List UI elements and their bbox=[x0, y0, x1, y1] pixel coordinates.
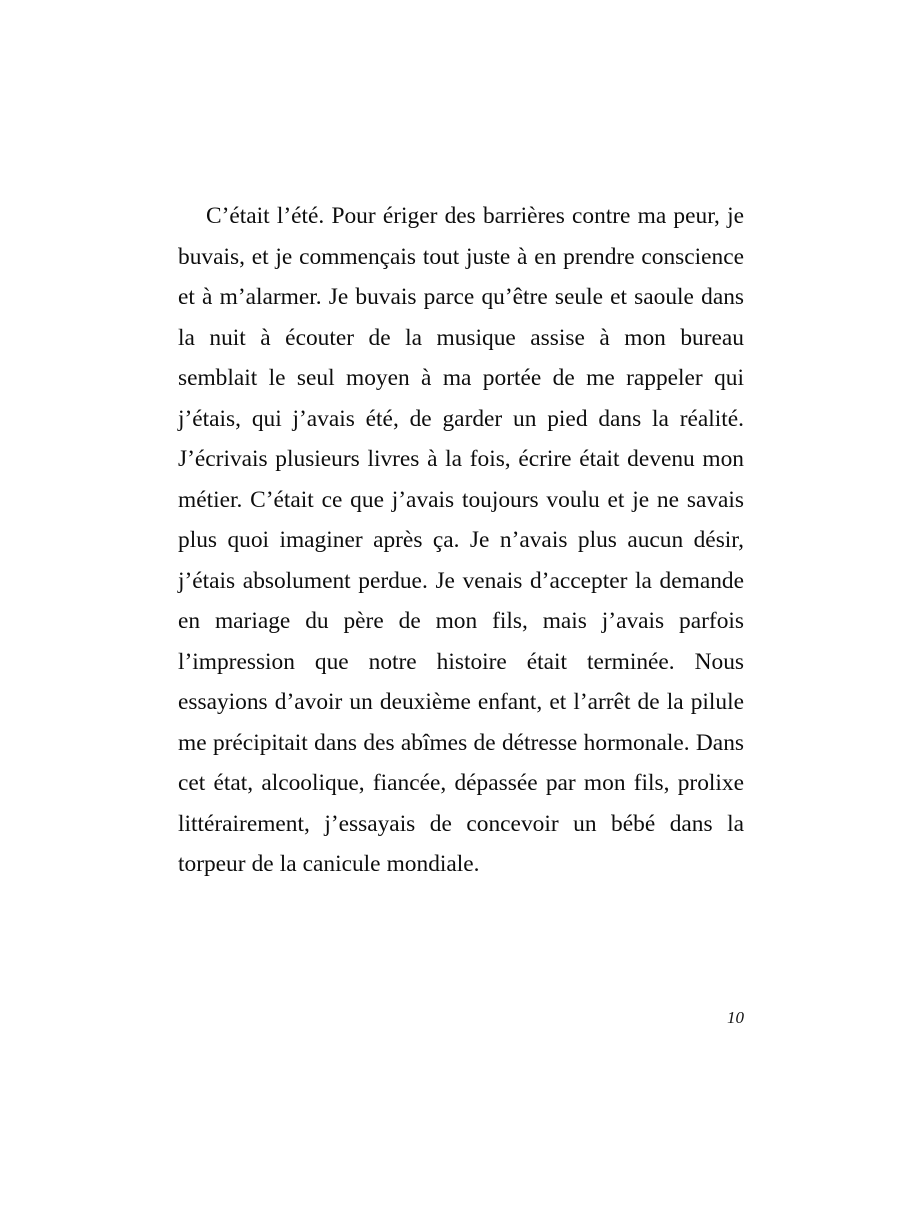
page-text-block bbox=[178, 196, 744, 885]
page-number: 10 bbox=[727, 1008, 744, 1027]
body-paragraph: C’était l’été. Pour ériger des barrières contre ma peur, je buvais, et je commençais tout juste à en prendre conscience et à m’alarmer. Je buvais parce qu’être seule et saoule dans la nuit à écouter de la musique assise à mon bureau semblait le seul moyen à ma portée de me rappeler qui j’étais, qui j’avais été, de garder un pied dans la réalité. J’écrivais plusieurs livres à la fois, écrire était devenu mon métier. C’était ce que j’avais toujours voulu et je ne savais plus quoi imaginer après ça. Je n’avais plus aucun désir, j’étais absolument perdue. Je venais d’accepter la demande en mariage du père de mon fils, mais j’avais parfois l’impression que notre histoire était terminée. Nous essayions d’avoir un deuxième enfant, et l’arrêt de la pilule me précipitait dans des abîmes de détresse hormonale. Dans cet état, alcoolique, fiancée, dépassée par mon fils, prolixe littérairement, j’essayais de concevoir un bébé dans la torpeur de la canicule mondiale. bbox=[178, 203, 744, 877]
